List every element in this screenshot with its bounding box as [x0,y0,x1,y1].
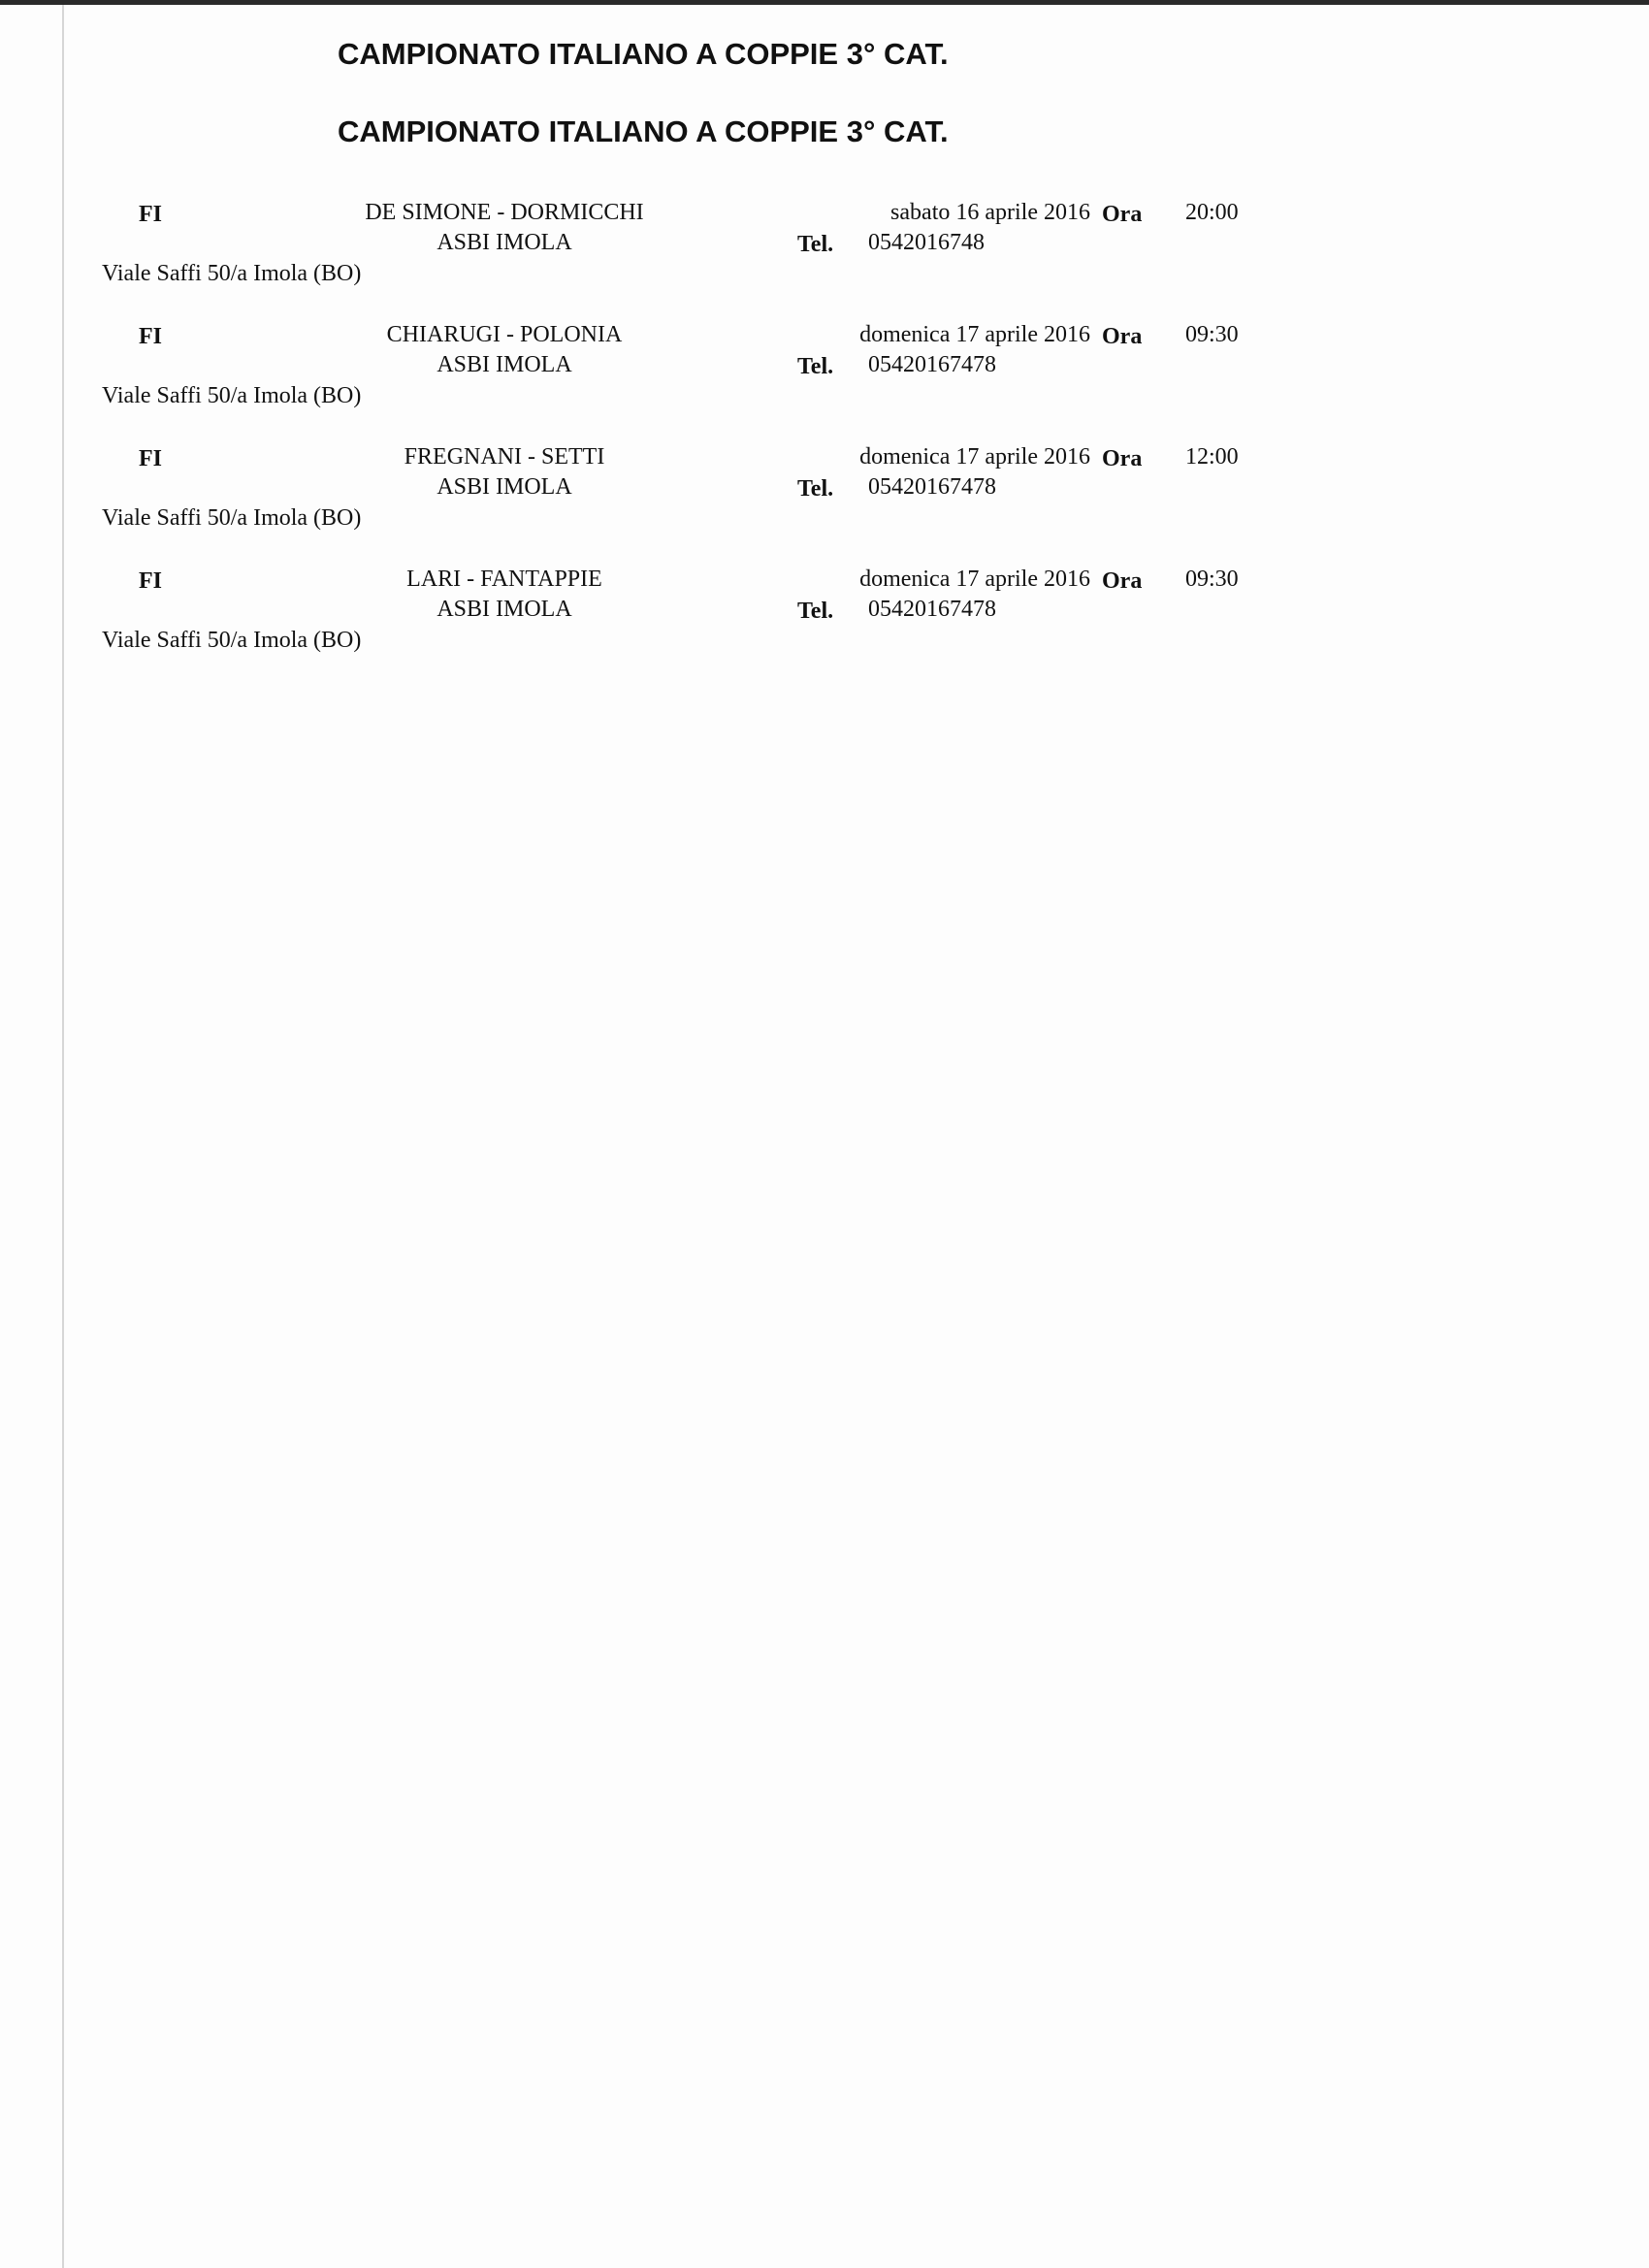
match-date: domenica 17 aprile 2016 [859,444,1090,470]
time-label: Ora [1102,202,1143,227]
page-title: CAMPIONATO ITALIANO A COPPIE 3° CAT. [338,37,949,71]
schedule-entry [0,320,1649,427]
club-name: ASBI IMOLA [436,597,572,622]
schedule-entry [0,442,1649,549]
club-name: ASBI IMOLA [436,230,572,255]
phone-label: Tel. [797,354,834,379]
phone-number: 05420167478 [868,352,996,377]
page-title-repeat: CAMPIONATO ITALIANO A COPPIE 3° CAT. [338,114,949,148]
pair-names: LARI - FANTAPPIE [406,567,602,592]
schedule-entry [0,198,1649,305]
schedule-entry [0,565,1649,671]
time-label: Ora [1102,568,1143,594]
time-label: Ora [1102,324,1143,349]
phone-label: Tel. [797,476,834,502]
time-label: Ora [1102,446,1143,471]
pair-names: DE SIMONE - DORMICCHI [365,200,644,225]
match-time: 09:30 [1185,322,1239,347]
match-time: 12:00 [1185,444,1239,470]
match-time: 09:30 [1185,567,1239,592]
club-name: ASBI IMOLA [436,474,572,500]
region-code: FI [139,324,162,349]
region-code: FI [139,446,162,471]
phone-label: Tel. [797,599,834,624]
match-date: domenica 17 aprile 2016 [859,567,1090,592]
pair-names: FREGNANI - SETTI [404,444,605,470]
venue-address: Viale Saffi 50/a Imola (BO) [102,383,362,408]
phone-number: 0542016748 [868,230,985,255]
venue-address: Viale Saffi 50/a Imola (BO) [102,505,362,531]
match-time: 20:00 [1185,200,1239,225]
scan-top-edge [0,0,1649,5]
region-code: FI [139,568,162,594]
region-code: FI [139,202,162,227]
match-date: sabato 16 aprile 2016 [890,200,1090,225]
venue-address: Viale Saffi 50/a Imola (BO) [102,261,362,286]
match-date: domenica 17 aprile 2016 [859,322,1090,347]
phone-label: Tel. [797,232,834,257]
club-name: ASBI IMOLA [436,352,572,377]
phone-number: 05420167478 [868,597,996,622]
pair-names: CHIARUGI - POLONIA [386,322,623,347]
phone-number: 05420167478 [868,474,996,500]
venue-address: Viale Saffi 50/a Imola (BO) [102,628,362,653]
